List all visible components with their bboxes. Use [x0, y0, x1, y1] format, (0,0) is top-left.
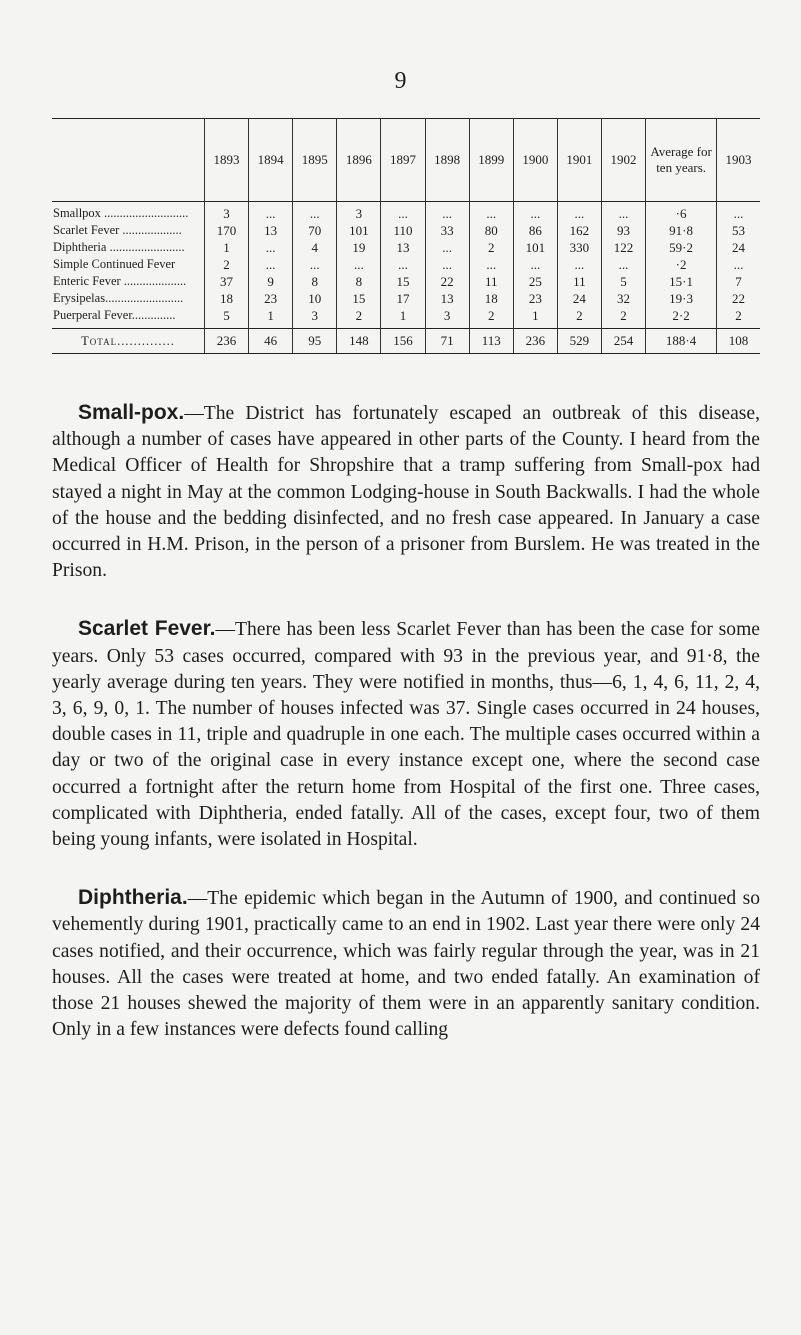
table-row — [52, 307, 760, 329]
table-body — [52, 202, 760, 329]
table-cell: 3 — [337, 202, 381, 223]
table-cell: ... — [469, 256, 513, 273]
table-cell: 2·2 — [646, 307, 717, 329]
table-cell: 8 — [293, 273, 337, 290]
year-header: 1899 — [469, 119, 513, 202]
table-cell: 2 — [469, 239, 513, 256]
table-cell: ... — [513, 202, 557, 223]
year-header: 1900 — [513, 119, 557, 202]
table-cell: 2 — [557, 307, 601, 329]
table-cell: 24 — [732, 240, 746, 255]
table-cell: ... — [381, 256, 425, 273]
table-cell: 13 — [425, 290, 469, 307]
year-header: 1893 — [205, 119, 249, 202]
table-cell: 2 — [735, 308, 742, 323]
table-cell: 13 — [249, 222, 293, 239]
row-label: Scarlet Fever ................... — [52, 222, 205, 239]
table-row — [52, 239, 760, 256]
total-cell: 156 — [381, 329, 425, 354]
table-row — [52, 222, 760, 239]
total-cell: 95 — [293, 329, 337, 354]
table-cell: 53 — [732, 223, 746, 238]
body-text — [52, 400, 760, 1075]
table-cell: ... — [557, 256, 601, 273]
table-cell: 2 — [469, 307, 513, 329]
table-cell: ... — [337, 256, 381, 273]
total-cell: 148 — [337, 329, 381, 354]
table-row — [52, 290, 760, 307]
year-header: 1901 — [557, 119, 601, 202]
table-cell: 33 — [425, 222, 469, 239]
table-cell: 10 — [293, 290, 337, 307]
table-cell: 15 — [381, 273, 425, 290]
table-cell: ... — [249, 256, 293, 273]
table-header-row — [52, 119, 760, 202]
year-header: 1895 — [293, 119, 337, 202]
row-label: Puerperal Fever.............. — [52, 307, 205, 329]
paragraph-text: —There has been less Scarlet Fever than has been the case for some years. Only 53 cases occurred, compared with 93 in the previous year, and 91·8, the yearly average during ten years. They were notified in months, thus—6, 1, 4, 6, 11, 2, 4, 3, 6, 9, 0, 1. The number of houses infected was 37. Single cases occurred in 24 houses, double cases in 11, triple and quadruple in one each. The multiple cases occurred within a day or two of the original case in every instance except one, where the second case occurred a fortnight after the return home from Hospital of the first one. Three cases, complicated with Diphtheria, ended fatally. All of the cases, except four, two of them being young infants, were isolated in Hospital. — [52, 619, 761, 851]
table-cell: 9 — [249, 273, 293, 290]
table-cell: 1 — [205, 239, 249, 256]
year-header: 1896 — [337, 119, 381, 202]
label-header — [52, 119, 205, 202]
table-cell: 1 — [249, 307, 293, 329]
row-label: Erysipelas......................... — [52, 290, 205, 307]
table-cell: 110 — [381, 222, 425, 239]
total-cell: 529 — [557, 329, 601, 354]
table-cell: ... — [513, 256, 557, 273]
table-cell: 23 — [513, 290, 557, 307]
table-cell: ... — [249, 202, 293, 223]
row-label: Diphtheria ........................ — [52, 239, 205, 256]
table-cell: 1 — [381, 307, 425, 329]
table-cell: 86 — [513, 222, 557, 239]
table-cell: 24 — [557, 290, 601, 307]
table-cell: 59·2 — [646, 239, 717, 256]
table-cell: ... — [425, 239, 469, 256]
table-cell: 80 — [469, 222, 513, 239]
table-cell: 2 — [205, 256, 249, 273]
table-cell: ... — [425, 202, 469, 223]
table-cell: 170 — [205, 222, 249, 239]
total-cell: 188·4 — [646, 329, 717, 354]
table-cell: ... — [293, 202, 337, 223]
table-cell: ·2 — [646, 256, 717, 273]
table-cell: 11 — [557, 273, 601, 290]
table-cell: ... — [601, 256, 645, 273]
table-cell: ... — [601, 202, 645, 223]
total-cell: 113 — [469, 329, 513, 354]
average-header: Average for ten years. — [646, 119, 717, 202]
row-label: Simple Continued Fever — [52, 256, 205, 273]
table-cell: 5 — [601, 273, 645, 290]
total-cell: 236 — [513, 329, 557, 354]
table-cell: 15 — [337, 290, 381, 307]
paragraph-heading: Small-pox. — [78, 401, 185, 424]
table-cell: ... — [733, 257, 744, 272]
table-cell: 23 — [249, 290, 293, 307]
row-label: Smallpox ........................... — [52, 202, 205, 223]
table-cell: 70 — [293, 222, 337, 239]
table-cell: 3 — [425, 307, 469, 329]
table-cell: 19 — [337, 239, 381, 256]
table-row — [52, 202, 760, 223]
year-header-1903: 1903 — [717, 119, 760, 202]
row-label: Enteric Fever .................... — [52, 273, 205, 290]
paragraph-heading: Diphtheria. — [78, 886, 188, 910]
table-cell: ... — [381, 202, 425, 223]
paragraph-text: —The District has fortunately escaped an outbreak of this disease, although a number of cases have appeared in other parts of the County. I heard from the Medical Officer of Health for Shropshire that a tramp suffering from Small-pox had stayed a night in May at the common Lodging-house in South Backwalls. I had the whole of the house and the bedding disinfected, and no fresh case appeared. In January a case occurred in H.M. Prison, in the person of a prisoner from Burslem. He was treated in the Prison. — [52, 403, 760, 582]
table-cell: 17 — [381, 290, 425, 307]
paragraph-heading: Scarlet Fever. — [78, 617, 216, 641]
total-cell: 71 — [425, 329, 469, 354]
paragraph-diphtheria — [52, 885, 760, 1043]
table-cell: 32 — [601, 290, 645, 307]
table-cell: 11 — [469, 273, 513, 290]
year-header: 1898 — [425, 119, 469, 202]
total-label: Total.............. — [52, 329, 205, 354]
table-cell: 7 — [735, 274, 742, 289]
total-row — [52, 329, 760, 354]
paragraph-text: —The epidemic which began in the Autumn of 1900, and continued so vehemently during 1901, practically came to an end in 1902. Last year there were only 24 cases notified, and their occurrence, which was fairly regular through the year, was in 21 houses. All the cases were treated at home, and two ended fatally. An examination of those 21 houses shewed the majority of them were in an apparently sanitary condition. Only in a few instances were defects found calling — [52, 888, 760, 1041]
table-cell: 13 — [381, 239, 425, 256]
year-header: 1897 — [381, 119, 425, 202]
table-cell: 93 — [601, 222, 645, 239]
total-cell: 108 — [717, 329, 760, 354]
table-cell: ... — [425, 256, 469, 273]
table-cell: 3 — [293, 307, 337, 329]
table-cell: 5 — [205, 307, 249, 329]
table-cell: 19·3 — [646, 290, 717, 307]
table-cell: 1 — [513, 307, 557, 329]
table-cell: 101 — [337, 222, 381, 239]
table-cell: 4 — [293, 239, 337, 256]
table-cell: 22 — [732, 291, 746, 306]
table-cell: 162 — [557, 222, 601, 239]
paragraph-smallpox — [52, 400, 760, 584]
table-cell: 18 — [205, 290, 249, 307]
table-row — [52, 256, 760, 273]
table-cell: 330 — [557, 239, 601, 256]
table-cell: 122 — [601, 239, 645, 256]
table-cell: ·6 — [646, 202, 717, 223]
table-cell: 2 — [601, 307, 645, 329]
table-cell: ... — [557, 202, 601, 223]
table-cell: ... — [733, 206, 744, 221]
table-cell: 3 — [205, 202, 249, 223]
table-cell: 22 — [425, 273, 469, 290]
table-cell: ... — [469, 202, 513, 223]
total-cell: 236 — [205, 329, 249, 354]
table-cell: 91·8 — [646, 222, 717, 239]
year-header: 1894 — [249, 119, 293, 202]
table-cell: ... — [249, 239, 293, 256]
page-number: 9 — [394, 68, 407, 94]
table-cell: 2 — [337, 307, 381, 329]
table-cell: 15·1 — [646, 273, 717, 290]
disease-statistics-table — [52, 118, 760, 354]
table-cell: 25 — [513, 273, 557, 290]
table-cell: 101 — [513, 239, 557, 256]
total-cell: 254 — [601, 329, 645, 354]
year-header: 1902 — [601, 119, 645, 202]
table-cell: ... — [293, 256, 337, 273]
table-row — [52, 273, 760, 290]
total-cell: 46 — [249, 329, 293, 354]
table-cell: 37 — [205, 273, 249, 290]
table-cell: 18 — [469, 290, 513, 307]
table-cell: 8 — [337, 273, 381, 290]
paragraph-scarlet-fever — [52, 616, 760, 853]
